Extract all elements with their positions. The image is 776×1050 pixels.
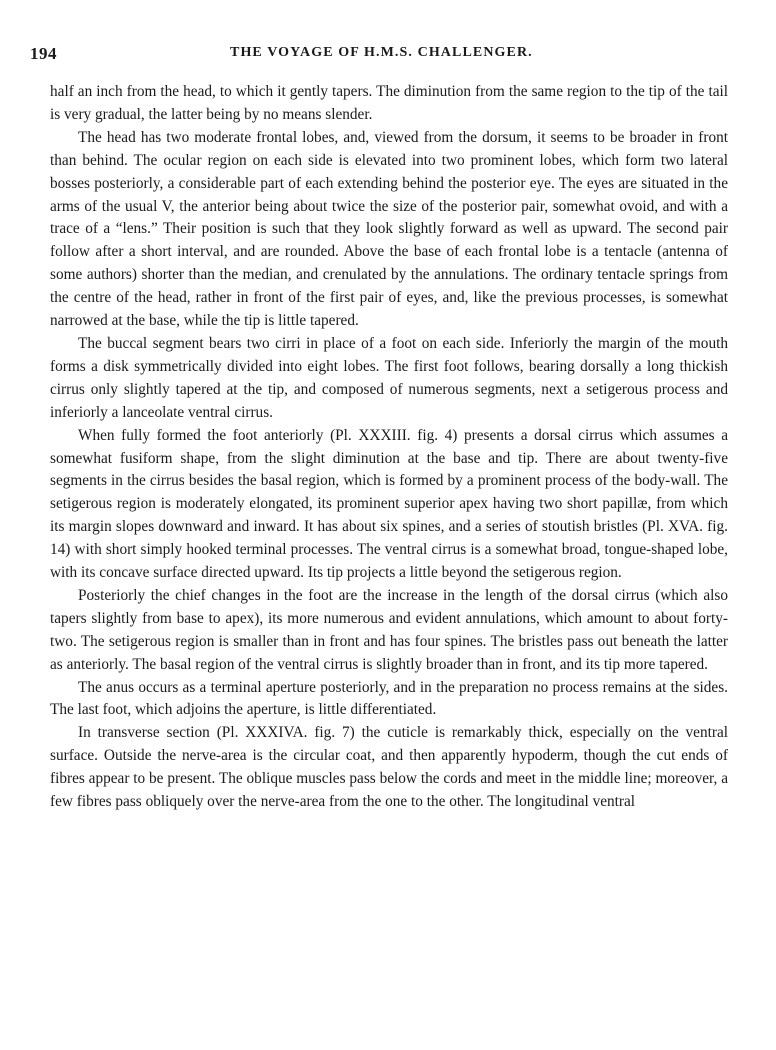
paragraph-head: The head has two moderate frontal lobes, and, viewed from the dorsum, it seems to be broader in front than behind. The ocular region on each side is elevated into two prominent lobes, which form two lateral bosses posteriorly, a considerable part of each extending behind the posterior eye. The eyes are situated in the arms of the usual V, the anterior being about twice the size of the posterior pair, somewhat ovoid, and with a trace of a “lens.” Their position is such that they look slightly forward as well as upward. The second pair follow after a short interval, and are rounded. Above the base of each frontal lobe is a tentacle (antenna of some authors) shorter than the median, and crenulated by the annulations. The ordinary tentacle springs from the centre of the head, rather in front of the first pair of eyes, and, like the previous processes, is somewhat narrowed at the base, while the tip is little tapered. (50, 128, 728, 330)
paragraph-continued: half an inch from the head, to which it gently tapers. The diminution from the same region to the tip of the tail is very gradual, the latter being by no means slender. (50, 83, 728, 123)
page-header (30, 44, 756, 68)
paragraph-transverse-section: In transverse section (Pl. XXXIVA. fig. 7) the cuticle is remarkably thick, especially on the ventral surface. Outside the nerve-area is the circular coat, and then apparently hypoderm, though the cut ends of fibres appear to be present. The oblique muscles pass below the cords and meet in the middle line; moreover, a few fibres pass obliquely over the nerve-area from the one to the other. The longitudinal ventral (50, 724, 728, 811)
paragraph-foot-posterior: Posteriorly the chief changes in the foot are the increase in the length of the dorsal cirrus (which also tapers slightly from base to apex), its more numerous and evident annulations, which amount to about forty-two. The setigerous region is smaller than in front and has four spines. The bristles pass out beneath the latter as anteriorly. The basal region of the ventral cirrus is slightly broader than in front, and its tip more tapered. (50, 586, 728, 673)
paragraph-buccal-segment: The buccal segment bears two cirri in place of a foot on each side. Inferiorly the margin of the mouth forms a disk symmetrically divided into eight lobes. The first foot follows, bearing dorsally a long thickish cirrus only slightly tapered at the tip, and composed of numerous segments, next a setigerous process and inferiorly a lanceolate ventral cirrus. (50, 334, 728, 421)
body-text (50, 81, 728, 814)
page-number: 194 (30, 44, 57, 63)
paragraph-foot-anterior: When fully formed the foot anteriorly (Pl. XXXIII. fig. 4) presents a dorsal cirrus which assumes a somewhat fusiform shape, from the slight diminution at the base and tip. There are about twenty-five segments in the cirrus besides the basal region, which is formed by a prominent process of the body-wall. The setigerous region is moderately elongated, its prominent superior apex having two short papillæ, from which its margin slopes downward and inward. It has about six spines, and a series of stoutish bristles (Pl. XVA. fig. 14) with short simply hooked terminal processes. The ventral cirrus is a somewhat broad, tongue-shaped lobe, with its concave surface directed upward. Its tip projects a little beyond the setigerous region. (50, 426, 728, 582)
paragraph-anus: The anus occurs as a terminal aperture posteriorly, and in the preparation no process remains at the sides. The last foot, which adjoins the aperture, is little differentiated. (50, 678, 728, 719)
running-title: THE VOYAGE OF H.M.S. CHALLENGER. (230, 45, 533, 60)
